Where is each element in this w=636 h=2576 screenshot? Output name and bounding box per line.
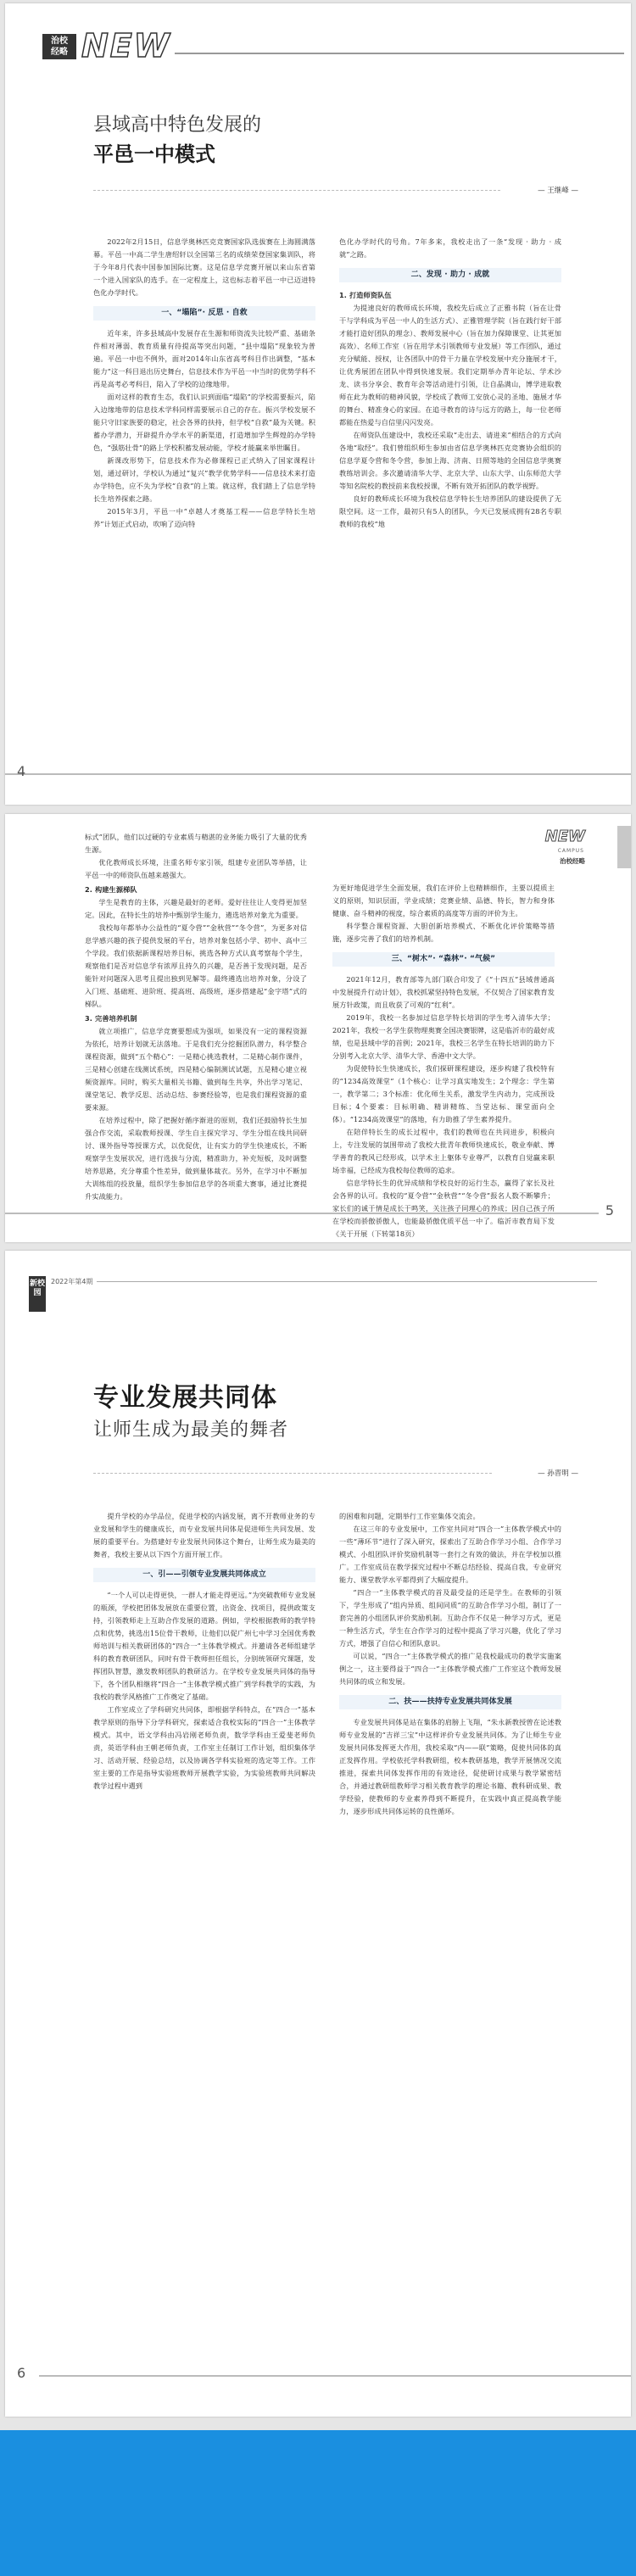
text-column-left: [85, 831, 307, 1203]
sub-heading: 3. 完善培养机制: [85, 1014, 137, 1023]
article-title-line2: 让师生成为最美的舞者: [93, 1419, 289, 1441]
header-rule: [97, 1281, 597, 1282]
section-heading: 一、“塌陷”· 反思 · 自救: [93, 306, 315, 321]
author-divider: [93, 1473, 492, 1474]
paragraph: 工作室成立了学科研究共同体，即根据学科特点，在“四合一”基本教学原则的指导下分学科研究，探索适合我校实际的“四合一”主体教学模式。其中，语文学科由冯岩刚老师负责，数学学科由王爱斐老师负责，英语学科由王朝老师负责，工作室主任制订工作计划，组织集体学习、活动开展、经验总结，以及协调各学科实验班的选定等工作。工作室主要的工作是指导实验班教师开展教学实验，为实验班教师共同解决教学过程中遇到: [93, 1705, 315, 1790]
section-heading: 二、扶——扶持专业发展共同体发展: [339, 1695, 561, 1709]
paragraph: 科学整合课程资源、大胆创新培养模式、不断优化评价策略等措施，逐步完善了我们的培养机制。: [332, 922, 555, 943]
new-wordmark: NEW: [544, 828, 585, 845]
column-tag: 新校园: [29, 1276, 46, 1312]
side-tab: [617, 826, 631, 868]
paragraph: 2019年，我校一名参加过信息学特长培训的学生考入清华大学；2021年，我校一名学生获物理奥赛全国决赛银牌，这是临沂市的最好成绩，也是县域中学的首例；2021年，我校三名学生在特长培训的助力下分别考入北京大学、清华大学、香港中文大学。: [332, 1013, 555, 1060]
column-tag: 治校经略: [560, 857, 585, 865]
header-rule: [175, 53, 624, 54]
page-footer-rule: [5, 1213, 599, 1214]
paragraph: 近年来，许多县域高中发展存在生源和师资流失比较严重、基础条件相对薄弱、教育质量有待提高等突出问题，“县中塌陷”现象较为普遍。平邑一中也不例外，面对2014年山东省高考科目作出调整，“基本能力”这一科目退出历史舞台，信息技术作为平邑一中当时的优势学科不再是高考必考科目，陷入了学校的边缘地带。: [93, 329, 315, 388]
section-heading: 一、引——引领专业发展共同体成立: [93, 1568, 315, 1582]
paragraph: 在这三年的专业发展中，工作室共同对“四合一”主体教学模式中的一些“薄环节”进行了深入研究，探索出了互助合作学习小组、合作学习模式、小组团队评价奖励机制等一套行之有效的做法，并在学校加以推广。工作室成员在教学探究过程中不断总结经验、提高自我，专业研究能力、课堂教学水平都得到了大幅度提升。: [339, 1525, 561, 1584]
bottom-blue-band: [0, 2430, 636, 2576]
paragraph: 我校每年都举办公益性的“夏令营”“金秋营”“冬令营”，为更多对信息学感兴趣的孩子提供发展的平台，培养对象包括小学、初中、高中三个学段。我们依据新课程培养目标，挑选各种方式认真考察每个学生，观察他们是否对信息学有浓厚且持久的兴趣，是否善于发现问题，是否能针对问题深入思考且提出独到见解等。最终遴选出培养对象，分设了入门班、基础班、进阶班、提高班、高级班，逐步搭建起“金字塔”式的梯队。: [85, 923, 307, 1008]
issue-label: 2022年第4期: [51, 1278, 93, 1285]
paragraph: 新课改形势下，信息技术作为必修课程已正式纳入了国家课程计划，通过研讨，学校认为通过“复兴”教学优势学科——信息技术来打造办学特色，应不失为学校“自救”的上策。就这样，我们踏上了信息学特长生培养探索之路。: [93, 456, 315, 503]
text-column-right: [339, 236, 561, 531]
page-number: 6: [17, 2365, 26, 2381]
section-heading: 三、“树木”· “森林”· “气候”: [332, 952, 555, 967]
page-footer-rule: [5, 773, 631, 775]
paragraph: 信息学特长生的优异成绩和学校良好的运行生态，赢得了家长及社会各界的认可。我校的“夏令营”“金秋营”“冬令营”报名人数不断攀升；家长们的诚于情是成长于鸣笑，关注孩子同理心的养成；因自己孩子所在学校而骄傲骄傲人，也能最骄傲优质平邑一中了。临沂市教育局下发《关于开展（下转第18页）: [332, 1179, 555, 1238]
paragraph: 为促使特长生快速成长，我们探研课程建设，逐步构建了我校特有的“1234高效课堂”（1个核心：让学习真实地发生；2个理念：学生第一，教学第二；3个标准：优化师生关系，激发学生内动力，完成预设目标；4个要素：目标明确、精讲精练、当堂达标、课堂面向全体）。“1234高效课堂”的落地，有力助推了学生素养提升。: [332, 1064, 555, 1124]
page-number: 5: [605, 1202, 614, 1218]
paragraph: 可以说，“四合一”主体教学模式的推广是我校最成功的教学实施案例之一，这主要得益于“四合一”主体教学模式推广工作室这个教师发展共同体的成立和发展。: [339, 1652, 561, 1686]
paragraph: 学生是教育的主体，兴趣是最好的老师。爱好往往让人变得更加坚定。因此，在特长生的培养中甄别学生能力，遴选培养对象尤为重要。: [85, 898, 307, 919]
text-column-right: [332, 882, 555, 1241]
page-footer-rule: [39, 2375, 631, 2377]
text-column-left: [93, 1510, 315, 1793]
paragraph: 为提速良好的教师成长环境，我校先后成立了正雅书院（旨在让骨干与学科成为平邑一中人的生活方式）、正雅管理学院（旨在践行好干部才能打造好团队的理念）、教师发展中心（旨在加力保障课堂、让其更加高效）、名师工作室（旨在用学术引领教师专业发展）等工作团队，通过充分赋能、授权，让各团队中的骨干力量在学校发展中充分施展才干，让优秀展团在团队中得到快速发展。我们定期举办青年论坛、学术沙龙、读书分享会、教育年会等活动进行引领，让自晶满山，博学进取教师在此为教师的精神风貌，学校成了教师工安放心灵的圣地、施展才华的舞台、精准身心的家园。在追寻教育的诗与远方的路上，每一位老师都能在热爱与自信里闪闪发亮。: [339, 304, 561, 427]
magazine-page-5: [5, 814, 631, 1242]
article-title-line2: 平邑一中模式: [93, 142, 215, 166]
article-author: — 孙晋明 —: [538, 1469, 578, 1478]
paragraph: 在师资队伍建设中，我校还采取“走出去、请进来”相结合的方式向各地“取经”。我们曾组织师生参加由省信息学奥林匹克竞赛协会组织的信息学夏令营和冬令营，参加上海、济南、日照等地的全国信息学奥赛教练培训会。多次邀请清华大学、北京大学、山东大学、山东师范大学等知名院校的教授前来我校授课，不断有效开拓团队的教学视野。: [339, 431, 561, 490]
section-heading: 二、发现 · 助力 · 成就: [339, 268, 561, 282]
sub-heading: 1. 打造师资队伍: [339, 291, 392, 299]
paragraph: 就立项推广，信息学竞赛要想成为强项，如果没有一定的课程资源为依托，培养计划就无法落地。于是我们充分挖掘团队潜力，科学整合课程资源，做到“五个精心”：一是精心挑选教材，二是精心制作课件，三是精心创建在线测试系统，四是精心编制测试试题，五是精心建立视频资源库。同时，购买大量相关书籍、做到每生共享，外出学习笔记、课堂笔记、教学反思、活动总结、参赛经验等，也是我们课程资源的重要来源。: [85, 1027, 307, 1112]
magazine-page-4: [5, 3, 631, 805]
campus-label: CAMPUS: [557, 848, 584, 854]
paragraph: 提升学校的办学品位，促进学校的内涵发展，离不开教师业务的专业发展和学生的健康成长，而专业发展共同体是促进师生共同发展、发展的重要平台。为搭建好专业发展共同体这个舞台，让师生成为最美的舞者，我校主要从以下四个方面开展工作。: [93, 1512, 315, 1558]
paragraph: “一个人可以走得更快，一群人才能走得更远。”为突破教师专业发展的瓶颈，学校把团体发展放在重要位置，出资金、找项目，提供政策支持，引领教师走上互助合作发展的道路。例如，学校根据教师的教学特点和优势，挑选出15位骨干教师，让他们以促广州七中学习全国优秀教师培训与相关教研团体的“四合一”主体教学模式。并邀请各老师组建学科的教育教研团队，同时有骨干教师担任组长，分别统领研究课题，发挥团队智慧，激发教师团队的教研活力。在学校专业发展共同体的指导下，各个团队相继将“四合一”主体教学模式推广到学科教学的实践，为我校的教学风格推广工作奠定了基础。: [93, 1591, 315, 1701]
paragraph: 2021年12月，教育部等九部门联合印发了《“十四五”县域普通高中发展提升行动计划》，我校抓紧坚持特色发展，不仅契合了国家教育发展方针政策，而且收获了可观的“红利”。: [332, 975, 555, 1009]
paragraph: 2015年3月，平邑一中“卓越人才奠基工程——信息学特长生培养”计划正式启动，吹响了迈向特: [93, 507, 315, 528]
paragraph: 色化办学时代的号角。7年多来，我校走出了一条“发现 · 助力 · 成就”之路。: [339, 237, 561, 259]
paragraph: 在培养过程中，除了把握好循序渐进的原则，我们还鼓励特长生加强合作交流，采取教师授课、学生自主探究学习、学生分组在线共同研讨、课外指导等授课方式，以优促优，让有实力的学生快速成长，不断观察学生发展状况，进行选拔与分流，精准助力，补充短板，及时调整培养思路，充分尊重个性差异，做到量体裁衣。另外，在学习中不断加大训练组的投放量，组织学生参加信息学的各项重大赛事，通过比赛提升实战能力。: [85, 1116, 307, 1201]
author-divider: [93, 190, 500, 192]
article-title-line1: 县域高中特色发展的: [93, 114, 262, 136]
paragraph: 优化教师成长环境，注重名师专家引领，组建专业团队等举措，让平邑一中的师资队伍越来越强大。: [85, 858, 307, 879]
text-column-left: [93, 236, 315, 531]
paragraph: 专业发展共同体是站在集体的肩膀上飞翔，“朱永新教授曾在论述教师专业发展的“吉祥三宝”中这样评价专业发展共同体。为了让师生专业发展共同体发挥更大作用，我校采取“内——联”策略，促使共同体的真正发挥作用。学校依托学科教研组，校本教研基地，教学开展情况交流推进，探索共同体发挥作用的有效途径，促使研讨成果与教学紧密结合，并通过教研组教师学习相关教育教学的理论书籍、教科研成果、教学经验，使教师的专业素养得到不断提升，在实践中真正提高教学能力，逐步形成共同体运转的良性循环。: [339, 1718, 561, 1815]
paragraph: 良好的教师成长环境为我校信息学特长生培养团队的建设提供了无限空间。这一工作，最初只有5人的团队，今天已发展成拥有28名专职教师的我校“地: [339, 494, 561, 528]
sub-heading: 2. 构建生源梯队: [85, 885, 137, 894]
article-author: — 王继峰 —: [538, 187, 578, 195]
paragraph: 的困难和问题，定期举行工作室集体交流会。: [339, 1512, 480, 1520]
paragraph: “四合一”主体教学模式的首及最受益的还是学生。在教师的引领下，学生形成了“组内异质、组间同质”的互助合作学习小组，制订了一套完善的小组团队评价奖励机制。互助合作不仅是一种学习方式，更是一种生活方式，学生在合作学习的过程中提高了学习兴趣，优化了学习方式，增强了自信心和团队意识。: [339, 1588, 561, 1648]
paragraph: 标式”团队，他们以过硬的专业素质与精湛的业务能力吸引了大量的优秀生源。: [85, 833, 307, 854]
text-column-right: [339, 1510, 561, 1818]
page-number: 4: [17, 763, 26, 779]
paragraph: 面对这样的教育生态，我们认识到面临“塌陷”的学校需要振兴，陷入边缘地带的信息技术学科同样需要展示自己的存在。振兴学校发展不能只守旧家族要的稳定，社会各界的扶持，但学校“自救”最为关键。积蓄办学潜力，开辟提升办学水平的新渠道，打造增加学生辉煌的办学特色，“强筋壮骨”的路上学校积蓄发展动能，学校才能赢来举世瞩目。: [93, 393, 315, 452]
paragraph: 2022年2月15日，信息学奥林匹克竞赛国家队选拔赛在上海圆满落幕。平邑一中高二学生唐绍轩以全国第三名的成绩荣登国家集训队，将于今年8月代表中国参加国际比赛。这是信息学竞赛开展以来山东省第一个进入国家队的选手。在一定程度上，这也标志着平邑一中已迈进特色化办学时代。: [93, 237, 315, 297]
paragraph: 为更好地促进学生全面发展，我们在评价上也精耕细作，主要以提质主义的原则，知识层面，学业成绩；竞赛业绩、品德、特长，智力和身体健康、奋斗精神的视度，综合素质的高度等方面的评价为主。: [332, 884, 555, 917]
new-wordmark: NEW: [81, 27, 171, 64]
column-tag: 治校 经略: [42, 34, 76, 59]
article-title-line1: 专业发展共同体: [93, 1383, 277, 1413]
paragraph: 在陪伴特长生的成长过程中，我们的教师也在共同进步，积极向上，专注发展的氛围带动了我校大批青年教师快速成长，敬业奉献、博学善育的教风已经形成，以学术主上躯体专业尊严，以教育自觉赢来职场幸福，已经成为我校每位教师的追求。: [332, 1128, 555, 1174]
magazine-page-6: [5, 1251, 631, 2417]
